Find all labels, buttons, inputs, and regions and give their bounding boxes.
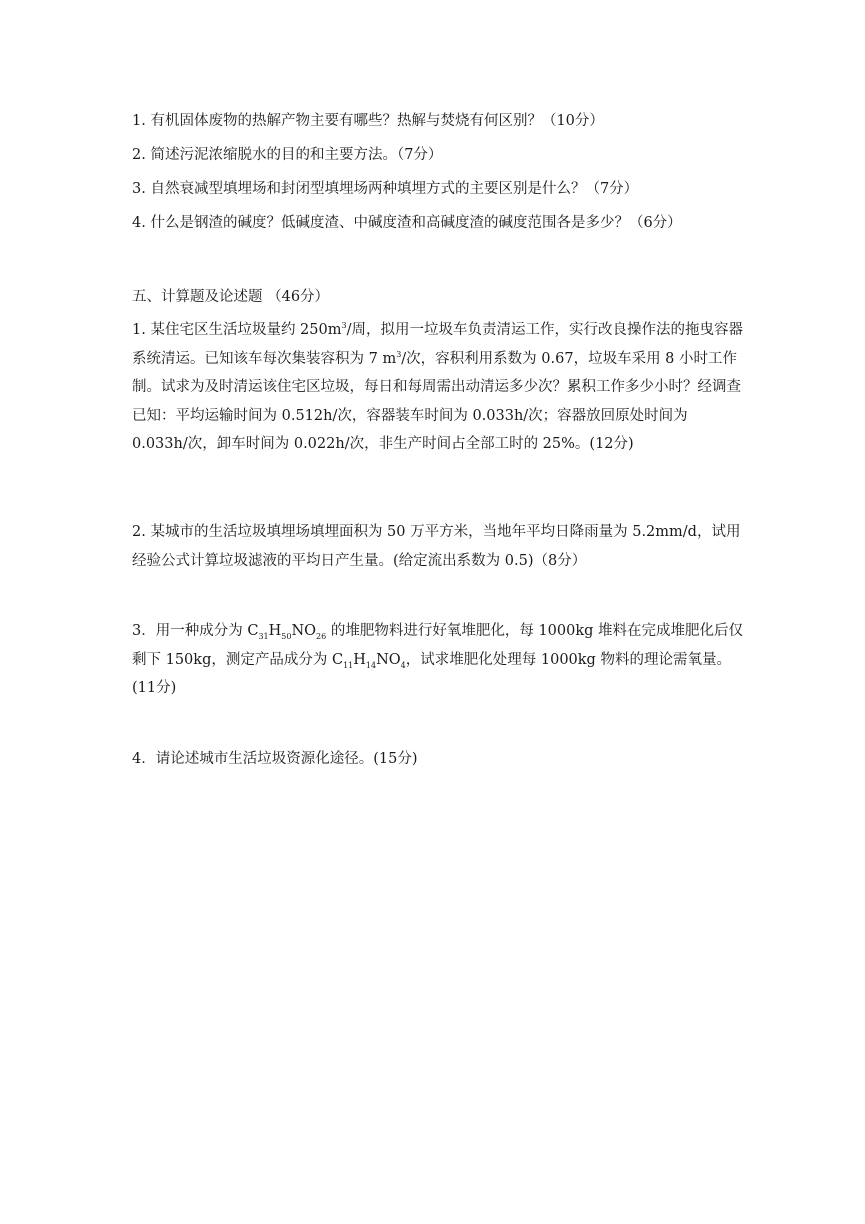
q3-sub-2: 50 [281, 631, 292, 641]
question-short-4: 4. 什么是钢渣的碱度？低碱度渣、中碱度渣和高碱度渣的碱度范围各是多少？（6分） [132, 215, 682, 231]
q1-sup-1: 3 [341, 321, 347, 331]
q3-sub-6: 4 [400, 660, 406, 670]
q3-text-b: H [268, 623, 282, 639]
q3-text-c: NO [291, 623, 317, 639]
question-short-3: 3. 自然衰减型填埋场和封闭型填埋场两种填埋方式的主要区别是什么？（7分） [132, 181, 639, 197]
question-short-2: 2. 简述污泥浓缩脱水的目的和主要方法。（7分） [132, 147, 443, 163]
question-short-1: 1. 有机固体废物的热解产物主要有哪些？热解与焚烧有何区别？（10分） [132, 113, 604, 129]
essay-question-4: 4．请论述城市生活垃圾资源化途径。(15分) [132, 751, 418, 767]
calc-question-3 [132, 617, 744, 703]
q1-text-b: /周，拟用一垃圾车负责清运工作，实行改良操作法的拖曳容器系统清运。已知该车每次集装容积为 7 m [132, 322, 743, 367]
q1-text-c: /次，容积利用系数为 0.67，垃圾车采用 8 小时工作制。试求为及时清运该住宅区垃圾，每日和每周需出动清运多少次？累积工作多少小时？经调查已知：平均运输时间为 0.512h/次，容器装车时间为 0.033h/次；容器放回原处时间为 0.033h/次，卸车时间为 0.022h/次，非生产时间占全部工时的 25%。(12分) [132, 350, 741, 453]
calc-question-1 [132, 316, 744, 459]
q3-text-g: ，试求堆肥化处理每 1000kg 物料的理论需氧量。(11分) [132, 651, 731, 697]
q3-sub-5: 14 [365, 660, 377, 670]
q3-text-f: NO [376, 651, 401, 668]
q3-sub-4: 11 [343, 660, 354, 670]
calc-question-2: 2. 某城市的生活垃圾填埋场填埋面积为 50 万平方米，当地年平均日降雨量为 5.2mm/d，试用经验公式计算垃圾滤液的平均日产生量。(给定流出系数为 0.5)（8分） [132, 524, 741, 569]
q3-text-a: 3．用一种成分为 C [132, 623, 259, 639]
section-heading: 五、计算题及论述题 （46分） [132, 289, 330, 305]
q1-sup-2: 3 [396, 349, 402, 359]
q3-sub-1: 31 [258, 631, 269, 641]
q1-text-a: 1. 某住宅区生活垃圾量约 250m [132, 322, 342, 338]
q3-text-d: 的堆肥物料进行好氧堆肥化，每 1000kg 堆料在完成堆肥化后仅剩下 150kg，测定产品成分为 C [132, 623, 744, 668]
q3-sub-3: 26 [316, 631, 327, 641]
q3-text-e: H [353, 651, 366, 668]
